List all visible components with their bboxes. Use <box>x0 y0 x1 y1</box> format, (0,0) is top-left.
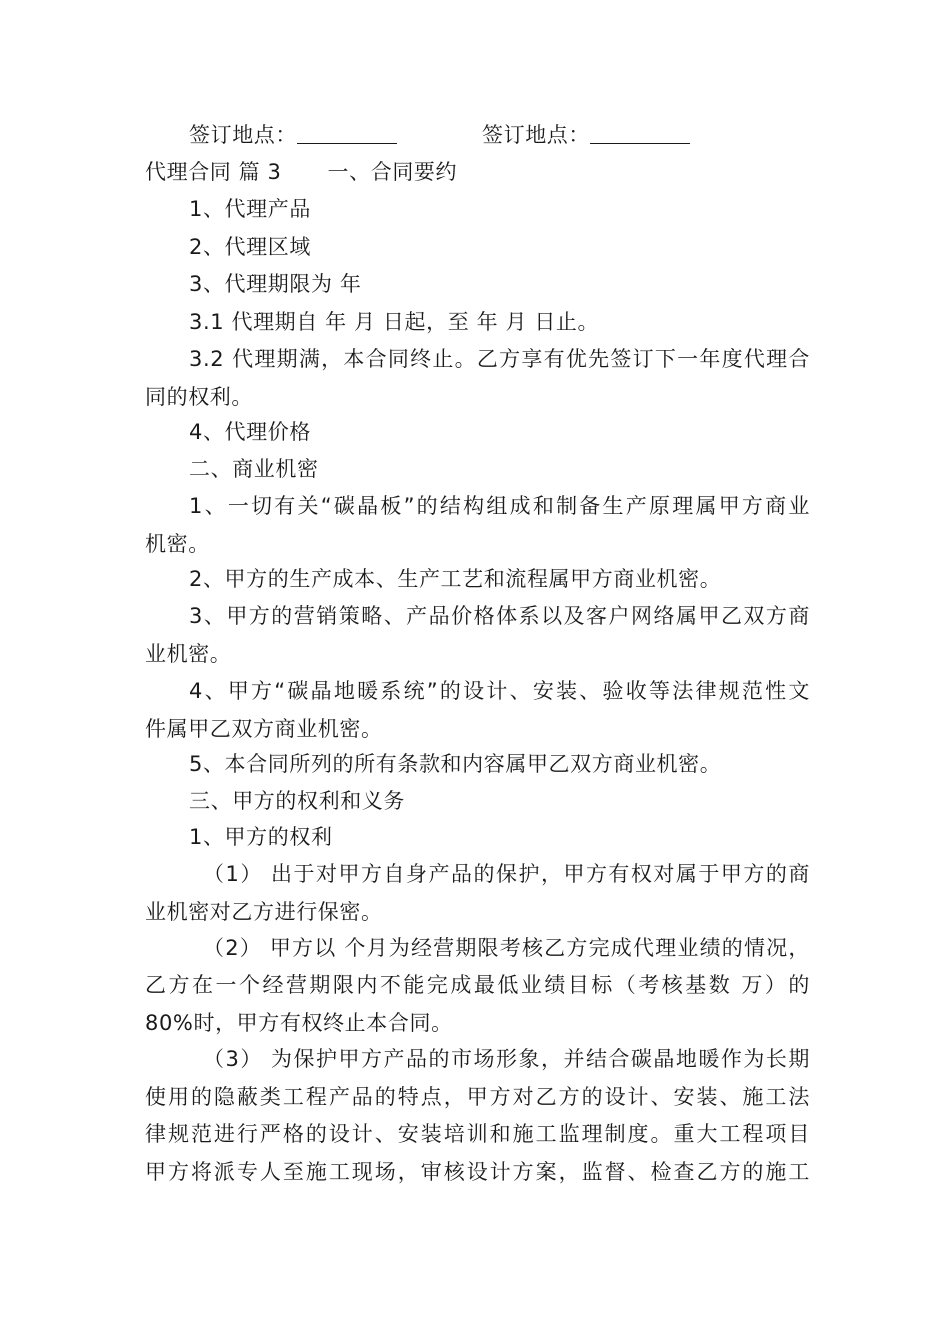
text-line: 业机密对乙方进行保密。 <box>145 900 383 924</box>
section-3-heading: 三、甲方的权利和义务 <box>189 789 405 813</box>
section-1-heading: 一、合同要约 <box>327 160 458 184</box>
text-line: 机密。 <box>145 532 210 556</box>
text-line: 1、甲方的权利 <box>189 825 333 849</box>
text-line: 律规范进行严格的设计、安装培训和施工监理制度。重大工程项目 <box>145 1122 810 1146</box>
text-line: 80%时，甲方有权终止本合同。 <box>145 1011 453 1035</box>
text-line: （3） 为保护甲方产品的市场形象，并结合碳晶地暖作为长期 <box>203 1047 810 1071</box>
text-line: 5、本合同所列的所有条款和内容属甲乙双方商业机密。 <box>189 752 722 776</box>
contract-heading-line <box>145 159 810 185</box>
text-line: （2） 甲方以 个月为经营期限考核乙方完成代理业绩的情况， <box>203 936 810 960</box>
contract-title: 代理合同 篇 3 <box>145 160 282 184</box>
text-line: 件属甲乙双方商业机密。 <box>145 717 383 741</box>
text-line: 1、一切有关“碳晶板”的结构组成和制备生产原理属甲方商业 <box>189 494 810 518</box>
text-line: 4、代理价格 <box>189 420 311 444</box>
text-line: 2、甲方的生产成本、生产工艺和流程属甲方商业机密。 <box>189 567 722 591</box>
text-line: 3、甲方的营销策略、产品价格体系以及客户网络属甲乙双方商 <box>189 604 810 628</box>
text-line: 使用的隐蔽类工程产品的特点，甲方对乙方的设计、安装、施工法 <box>145 1085 810 1109</box>
signing-place-right <box>482 122 690 148</box>
text-line: 2、代理区域 <box>189 235 311 259</box>
signing-place-right-label: 签订地点： <box>482 123 590 147</box>
text-line: 1、代理产品 <box>189 197 311 221</box>
text-line: 甲方将派专人至施工现场，审核设计方案，监督、检查乙方的施工 <box>145 1160 810 1184</box>
signing-place-left-label: 签订地点： <box>189 123 297 147</box>
text-line: 同的权利。 <box>145 385 253 409</box>
text-line: 3.2 代理期满，本合同终止。乙方享有优先签订下一年度代理合 <box>189 347 810 371</box>
text-line: 业机密。 <box>145 642 232 666</box>
section-2-heading: 二、商业机密 <box>189 457 319 481</box>
signing-place-left-blank <box>297 123 397 144</box>
text-line: 乙方在一个经营期限内不能完成最低业绩目标（考核基数 万）的 <box>145 973 810 997</box>
signing-place-right-blank <box>590 123 690 144</box>
text-line: 4、甲方“碳晶地暖系统”的设计、安装、验收等法律规范性文 <box>189 679 810 703</box>
signing-place-left <box>189 122 397 148</box>
text-line: 3、代理期限为 年 <box>189 272 362 296</box>
text-line: （1） 出于对甲方自身产品的保护，甲方有权对属于甲方的商 <box>203 862 810 886</box>
text-line: 3.1 代理期自 年 月 日起，至 年 月 日止。 <box>189 310 600 334</box>
